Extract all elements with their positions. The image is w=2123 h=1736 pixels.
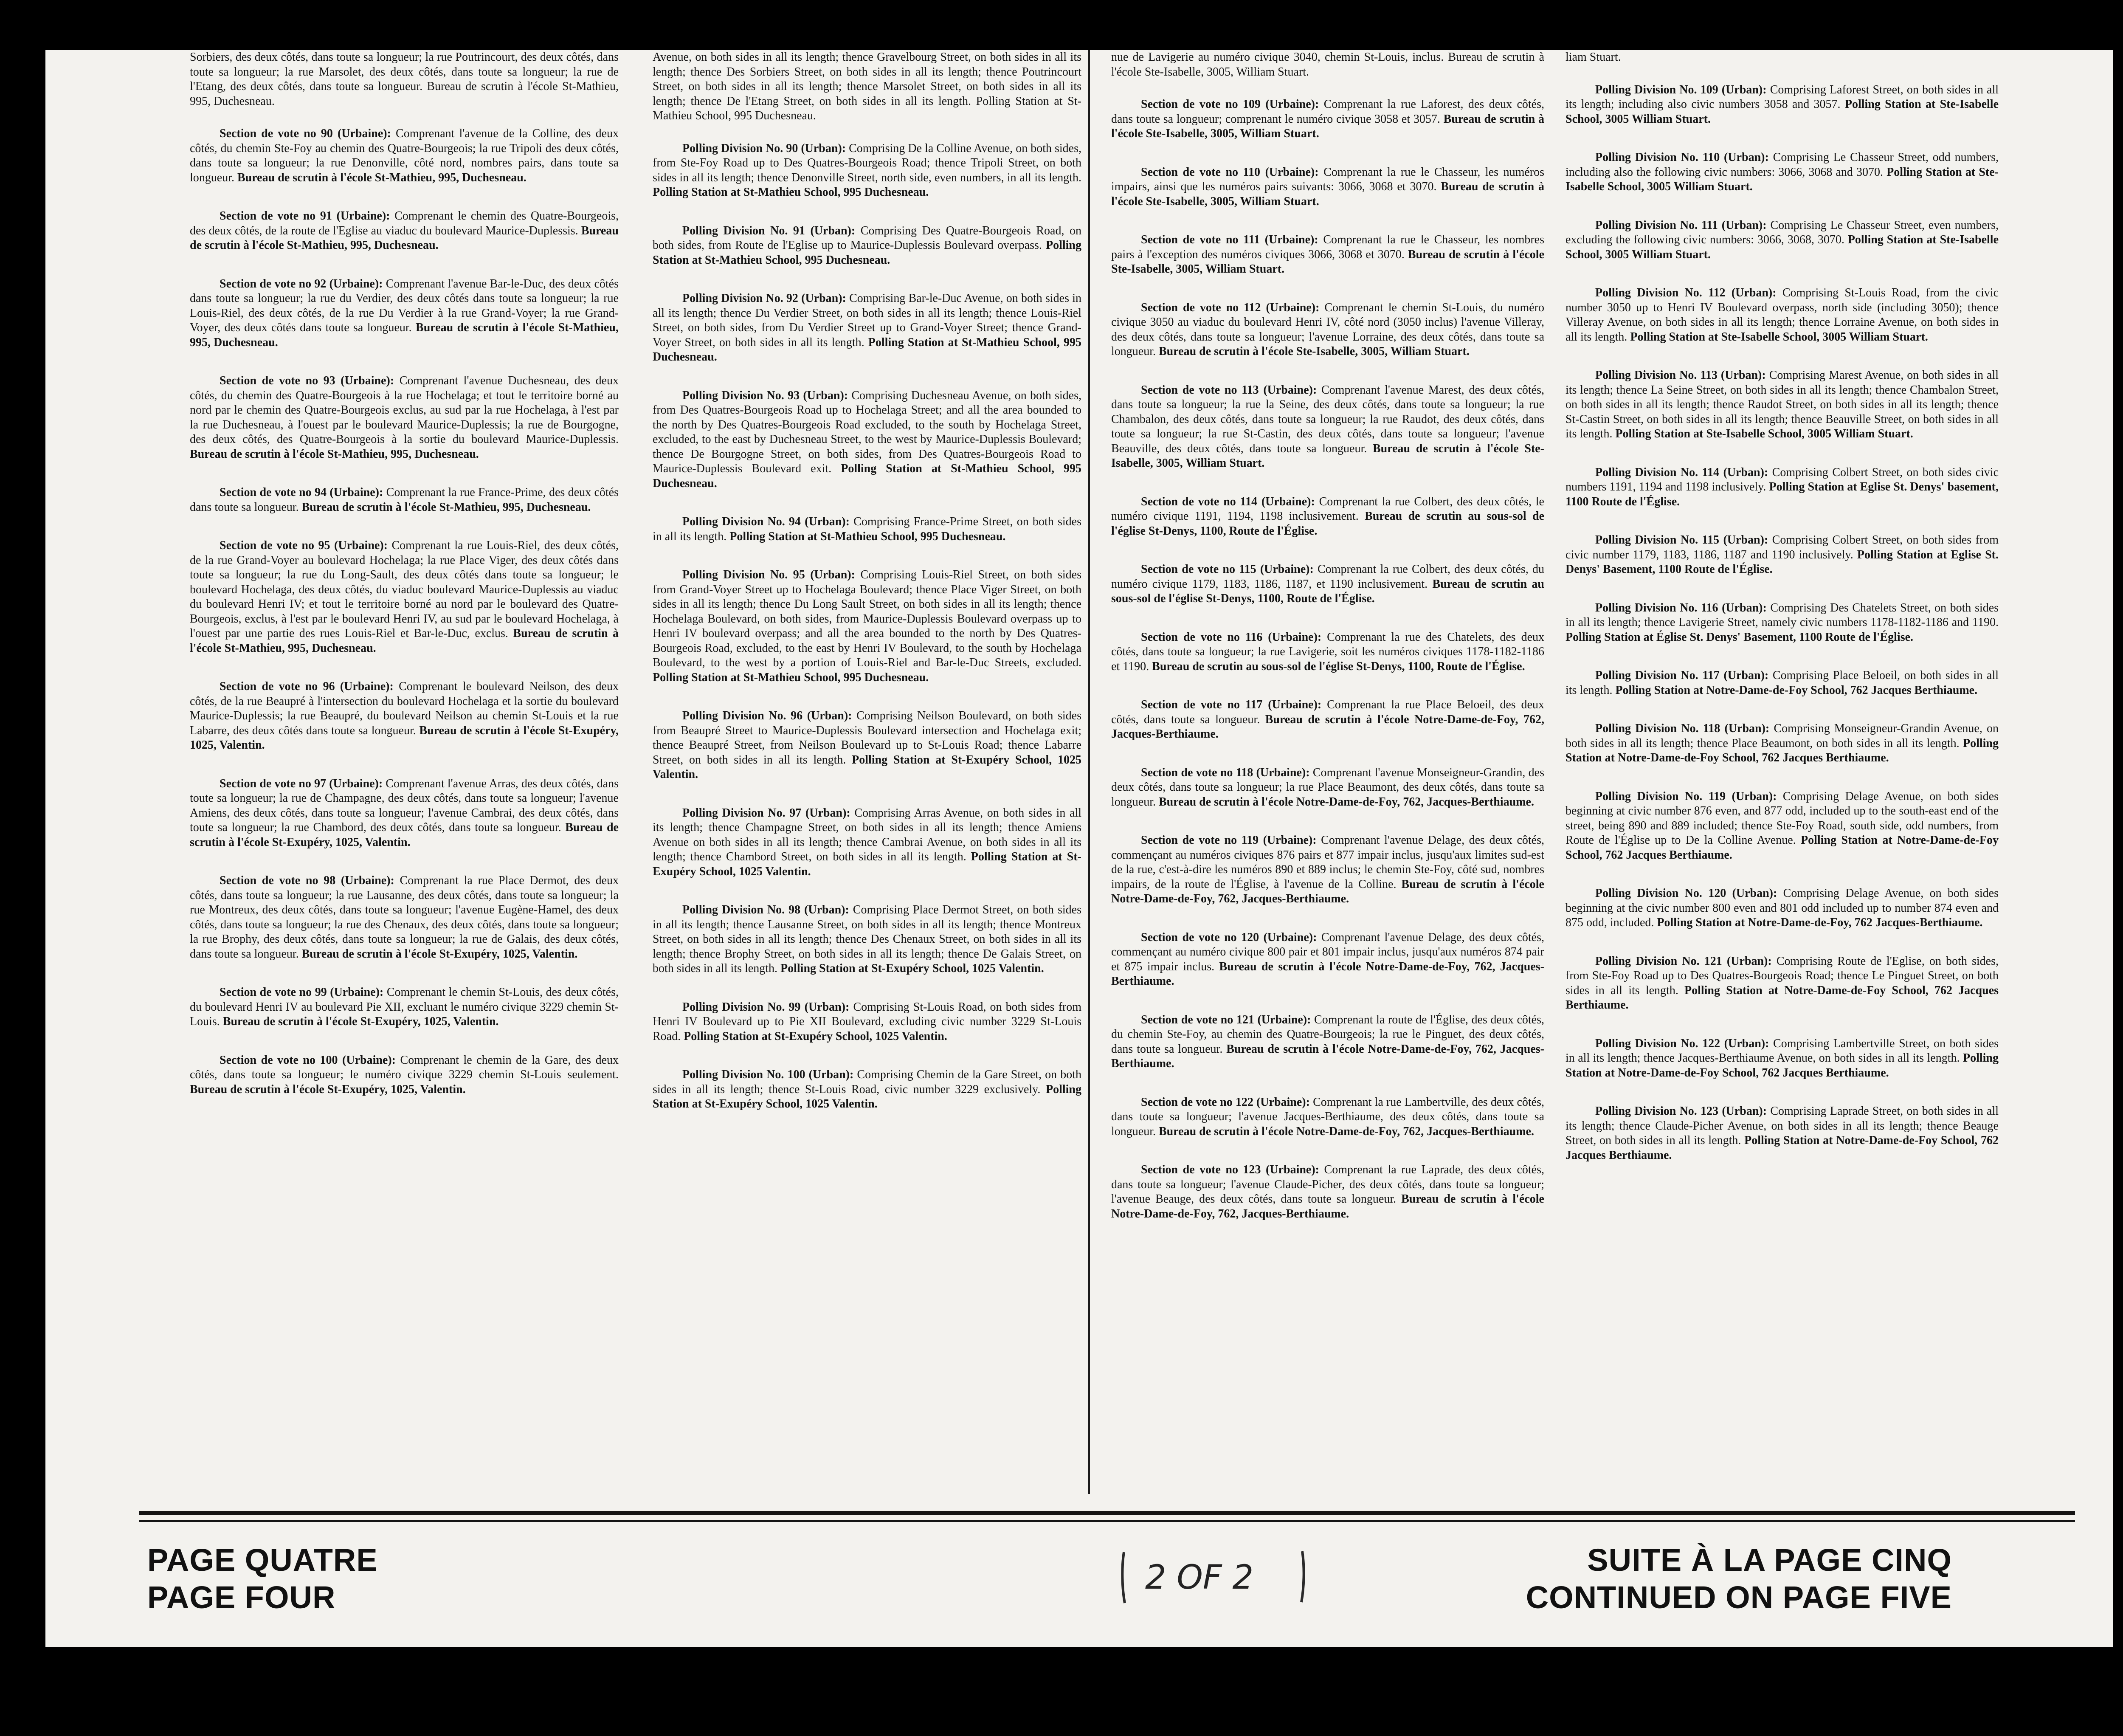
continuation-english: CONTINUED ON PAGE FIVE xyxy=(1526,1580,1952,1615)
division-heading: Polling Division No. 98 (Urban): xyxy=(682,903,849,916)
division-entry xyxy=(1566,465,1999,510)
polling-station: Bureau de scrutin à l'école Ste-Isabelle, 3005, William Stuart. xyxy=(1156,345,1470,358)
division-heading: Polling Division No. 112 (Urban): xyxy=(1595,286,1777,299)
continued-text: nue de Lavigerie au numéro civique 3040, chemin St-Louis, inclus. Bureau de scrutin à l'école Ste-Isabelle, 3005, William Stuart. xyxy=(1111,51,1544,79)
division-description: Comprising Colbert Street, on both sides from civic number 1179, 1183, 1186, 1187 and 1190 inclusively. xyxy=(1566,533,1999,561)
division-description: Comprising Des Chatelets Street, on both sides in all its length; thence Lavigerie Street, namely civic numbers 1178-1182-1186 and 1190. xyxy=(1566,601,1999,629)
division-heading: Section de vote no 95 (Urbaine): xyxy=(220,539,388,552)
continuation-french: SUITE À LA PAGE CINQ xyxy=(1587,1542,1952,1578)
division-description: Comprenant la route de l'Église, des deux côtés, du chemin Ste-Foy, au chemin des Quatre-Bourgeois; la rue le Pinguet, des deux côtés, dans toute sa longueur. xyxy=(1111,1013,1544,1056)
division-description: Comprenant la rue le Chasseur, les numéros impairs, ainsi que les numéros pairs suivants: 3066, 3068 et 3070. xyxy=(1111,165,1544,193)
division-entry xyxy=(653,709,1081,782)
division-heading: Section de vote no 115 (Urbaine): xyxy=(1141,563,1314,576)
division-entry xyxy=(1566,286,1999,344)
division-description: Comprenant l'avenue Monseigneur-Grandin, des deux côtés, dans toute sa longueur; la rue Place Beaumont, des deux côtés, dans toute sa longueur. xyxy=(1111,766,1544,809)
division-entry xyxy=(653,515,1081,544)
division-heading: Section de vote no 116 (Urbaine): xyxy=(1141,630,1322,644)
continued-text: Avenue, on both sides in all its length; thence Gravelbourg Street, on both sides in all its length; thence Des Sorbiers Street, on both sides in all its length; thence Poutrincourt Street, on both sides in all its length; thence Marsolet Street, on both sides in all its length; thence De l'Etang Street, on both sides in all its length. Polling Station at St-Mathieu School, 995 Duchesneau. xyxy=(653,51,1081,122)
polling-station: Polling Station at Eglise St. Denys' basement, 1100 Route de l'Église. xyxy=(1566,480,1999,508)
division-heading: Section de vote no 111 (Urbaine): xyxy=(1141,233,1318,246)
division-description: Comprenant l'avenue de la Colline, des deux côtés, du chemin Ste-Foy au chemin des Quatre-Bourgeois; la rue Tripoli des deux côtés, dans toute sa longueur; la rue Denonville, côté nord, nombres pairs, dans toute sa longueur. xyxy=(190,127,619,184)
division-description: Comprenant la rue Louis-Riel, des deux côtés, de la rue Grand-Voyer au boulevard Hochelaga; la rue Place Viger, des deux côtés dans toute sa longueur; la rue du Long-Sault, des deux côtés dans toute sa longueur; le boulevard Hochelaga, des deux côtés, du viaduc boulevard Maurice-Duplessis au viaduc du boulevard Henri IV; et tout le territoire borné au nord par le boulevard des Quatre-Bourgeois, exclus, à l'est par le boulevard Henri IV, au sud par le boulevard Hochelaga, à l'ouest par une partie des rues Louis-Riel et Bar-le-Duc, exclus. xyxy=(190,539,619,640)
division-description: Comprising Colbert Street, on both sides civic numbers 1191, 1194 and 1198 inclusively. xyxy=(1566,465,1999,493)
division-entry xyxy=(190,485,619,515)
polling-station: Polling Station at St-Mathieu School, 995 Duchesneau. xyxy=(653,335,1081,364)
division-entry xyxy=(1111,833,1544,907)
division-entry xyxy=(1111,930,1544,989)
division-description: Comprenant la rue Place Beloeil, des deux côtés, dans toute sa longueur. xyxy=(1111,698,1544,726)
division-heading: Section de vote no 97 (Urbaine): xyxy=(220,777,383,790)
division-heading: Polling Division No. 121 (Urban): xyxy=(1595,954,1772,968)
division-heading: Polling Division No. 95 (Urban): xyxy=(682,568,855,581)
column-english-right xyxy=(1566,50,1999,1494)
division-entry xyxy=(1111,562,1544,606)
polling-station: Bureau de scrutin au sous-sol de l'église St-Denys, 1100, Route de l'Église. xyxy=(1111,510,1544,538)
polling-station: Bureau de scrutin à l'école Notre-Dame-de-Foy, 762, Jacques-Berthiaume. xyxy=(1111,960,1544,988)
polling-station: Bureau de scrutin à l'école Ste-Isabelle, 3005, William Stuart. xyxy=(1111,442,1544,470)
division-description: Comprenant la rue des Chatelets, des deux côtés, dans toute sa longueur; la rue Lavigerie, soit les numéros civiques 1178-1182-1186 et 1190. xyxy=(1111,630,1544,673)
division-entry xyxy=(1566,368,1999,442)
polling-station: Bureau de scrutin à l'école Notre-Dame-de-Foy, 762, Jacques-Berthiaume. xyxy=(1156,795,1534,809)
polling-station: Bureau de scrutin à l'école St-Mathieu, 995, Duchesneau. xyxy=(234,171,527,184)
division-heading: Polling Division No. 99 (Urban): xyxy=(682,1000,850,1014)
division-heading: Polling Division No. 113 (Urban): xyxy=(1595,369,1766,382)
polling-station: Polling Station at Ste-Isabelle School, 3005 William Stuart. xyxy=(1612,427,1913,440)
division-description: Comprenant la rue Laprade, des deux côtés, dans toute sa longueur; l'avenue Claude-Picher, des deux côtés, dans toute sa longueur; l'avenue Beauge, des deux côtés, dans toute sa longueur. xyxy=(1111,1163,1544,1206)
footer-rule-thin xyxy=(139,1520,2075,1522)
division-heading: Section de vote no 93 (Urbaine): xyxy=(220,374,394,387)
handwritten-note xyxy=(1115,1547,1315,1606)
division-description: Comprising De la Colline Avenue, on both sides, from Ste-Foy Road up to Des Quatres-Bourgeois Road; thence Tripoli Street, on both sides in all its length; thence Denonville Street, north side, even numbers, in all its length. xyxy=(653,141,1081,184)
division-heading: Polling Division No. 110 (Urban): xyxy=(1595,151,1769,164)
division-entry xyxy=(1566,218,1999,262)
division-entry xyxy=(1566,1037,1999,1081)
division-entry xyxy=(190,679,619,753)
division-heading: Section de vote no 109 (Urbaine): xyxy=(1141,98,1319,111)
division-description: Comprenant le chemin de la Gare, des deux côtés, dans toute sa longueur; le numéro civique 3229 chemin St-Louis seulement. xyxy=(190,1053,619,1081)
division-heading: Polling Division No. 90 (Urban): xyxy=(682,141,846,155)
division-entry xyxy=(190,538,619,656)
division-description: Comprising France-Prime Street, on both sides in all its length. xyxy=(653,515,1081,543)
polling-station: Bureau de scrutin à l'école Notre-Dame-de-Foy, 762, Jacques-Berthiaume. xyxy=(1156,1124,1534,1138)
column-english-left xyxy=(653,50,1081,1494)
division-description: Comprenant le chemin des Quatre-Bourgeois, des deux côtés, de la route de l'Eglise au viaduc du boulevard Maurice-Duplessis. xyxy=(190,209,619,237)
division-description: Comprising Place Beloeil, on both sides in all its length. xyxy=(1566,669,1999,697)
division-entry xyxy=(1566,150,1999,194)
division-heading: Section de vote no 98 (Urbaine): xyxy=(220,874,394,887)
division-entry xyxy=(653,568,1081,685)
division-entry xyxy=(1111,495,1544,539)
polling-station: Bureau de scrutin à l'école St-Mathieu, 995, Duchesneau. xyxy=(298,500,591,514)
division-heading: Polling Division No. 118 (Urban): xyxy=(1595,722,1770,735)
polling-station: Polling Station at St-Mathieu School, 995 Duchesneau. xyxy=(653,239,1081,267)
division-entry xyxy=(190,374,619,462)
division-entry xyxy=(1566,886,1999,930)
division-heading: Polling Division No. 100 (Urban): xyxy=(682,1068,854,1081)
page-label-english: PAGE FOUR xyxy=(147,1580,336,1615)
polling-station: Bureau de scrutin au sous-sol de l'église St-Denys, 1100, Route de l'Église. xyxy=(1111,577,1544,605)
division-heading: Polling Division No. 117 (Urban): xyxy=(1595,669,1769,682)
division-entry xyxy=(653,224,1081,268)
division-entry xyxy=(1111,301,1544,359)
polling-station: Bureau de scrutin à l'école Notre-Dame-de-Foy, 762, Jacques-Berthiaume. xyxy=(1111,713,1544,741)
division-heading: Section de vote no 120 (Urbaine): xyxy=(1141,930,1317,944)
polling-station: Polling Station at St-Mathieu School, 995 Duchesneau. xyxy=(726,530,1006,543)
division-entry xyxy=(190,985,619,1029)
division-entry xyxy=(653,1000,1081,1044)
division-entry xyxy=(190,277,619,350)
division-description: Comprising Bar-le-Duc Avenue, on both sides in all its length; thence Du Verdier Street, on both sides in all its length; thence Louis-Riel Street, on both sides, from Du Verdier Street up to Grand-Voyer Street; thence Grand-Voyer Street, on both sides in all its length. xyxy=(653,292,1081,349)
division-description: Comprenant la rue Lambertville, des deux côtés, dans toute sa longueur; l'avenue Jacques-Berthiaume, des deux côtés, dans toute sa longueur. xyxy=(1111,1095,1544,1138)
division-entry xyxy=(1566,668,1999,698)
division-description: Comprenant le boulevard Neilson, des deux côtés, de la rue Beaupré à l'intersection du boulevard Hochelaga et la sortie du boulevard Maurice-Duplessis; la rue Beaupré, du boulevard Neilson au chemin St-Louis et la rue Labarre, des deux côtés dans toute sa longueur. xyxy=(190,680,619,737)
division-entry xyxy=(1111,1013,1544,1071)
polling-station: Polling Station at St-Exupéry School, 1025 Valentin. xyxy=(653,1082,1081,1110)
division-heading: Section de vote no 92 (Urbaine): xyxy=(220,277,383,290)
division-entry xyxy=(653,806,1081,879)
polling-station: Bureau de scrutin à l'école Notre-Dame-de-Foy, 762, Jacques-Berthiaume. xyxy=(1111,1192,1544,1220)
division-description: Comprenant l'avenue Bar-le-Duc, des deux côtés dans toute sa longueur; la rue du Verdier, des deux côtés dans toute sa longueur; la rue Louis-Riel, des deux côtés, de la rue Du Verdier à la rue Grand-Voyer; la rue Grand-Voyer, des deux côtés dans toute sa longueur. xyxy=(190,277,619,334)
division-heading: Section de vote no 90 (Urbaine): xyxy=(220,127,391,140)
division-description: Comprising Le Chasseur Street, even numbers, excluding the following civic numbers: 3066, 3068, 3070. xyxy=(1566,218,1999,246)
division-heading: Section de vote no 123 (Urbaine): xyxy=(1141,1163,1319,1176)
division-description: Comprising St-Louis Road, on both sides from Henri IV Boulevard up to Pie XII Boulevard, excluding civic number 3229 St-Louis Road. xyxy=(653,1000,1081,1043)
polling-station: Bureau de scrutin à l'école St-Mathieu, 995, Duchesneau. xyxy=(190,321,619,349)
division-description: Comprising Le Chasseur Street, odd numbers, including also the following civic numbers: 3066, 3068 and 3070. xyxy=(1566,151,1999,179)
division-heading: Section de vote no 100 (Urbaine): xyxy=(220,1053,396,1067)
division-heading: Section de vote no 110 (Urbaine): xyxy=(1141,165,1319,179)
polling-station: Polling Station at Notre-Dame-de-Foy School, 762 Jacques Berthiaume. xyxy=(1566,834,1999,862)
polling-station: Polling Station at St-Mathieu School, 995 Duchesneau. xyxy=(653,671,929,684)
division-description: Comprenant l'avenue Arras, des deux côtés, dans toute sa longueur; la rue de Champagne, des deux côtés, dans toute sa longueur; l'avenue Amiens, des deux côtés, dans toute sa longueur; l'avenue Cambrai, des deux côtés, dans toute sa longueur; la rue Chambord, des deux côtés, dans toute sa longueur. xyxy=(190,777,619,834)
division-description: Comprising Des Quatre-Bourgeois Road, on both sides, from Route de l'Eglise up to Maurice-Duplessis Boulevard overpass. xyxy=(653,224,1081,252)
division-entry xyxy=(653,903,1081,976)
division-heading: Polling Division No. 114 (Urban): xyxy=(1595,465,1768,479)
division-entry xyxy=(1566,533,1999,577)
polling-station: Bureau de scrutin à l'école St-Exupéry, 1025, Valentin. xyxy=(190,724,619,752)
division-heading: Polling Division No. 93 (Urban): xyxy=(682,389,848,402)
polling-station: Bureau de scrutin à l'école Ste-Isabelle, 3005, William Stuart. xyxy=(1111,112,1544,140)
polling-station: Polling Station at Église St. Denys' Basement, 1100 Route de l'Église. xyxy=(1566,630,1914,644)
division-heading: Polling Division No. 123 (Urban): xyxy=(1595,1105,1767,1118)
division-description: Comprising Route de l'Eglise, on both sides, from Ste-Foy Road up to Des Quatres-Bourgeois Road; thence Le Pinguet Street, on both sides in all its length. xyxy=(1566,954,1999,997)
division-description: Comprising Marest Avenue, on both sides in all its length; thence La Seine Street, on both sides in all its length; thence Chambalon Street, on both sides in all its length; thence Raudot Street, on both sides in all its length; thence St-Castin Street, on both sides in all its length; thence Beauville Street, on both sides in all its length. xyxy=(1566,369,1999,440)
division-heading: Section de vote no 114 (Urbaine): xyxy=(1141,495,1315,508)
division-heading: Polling Division No. 116 (Urban): xyxy=(1595,601,1767,614)
division-heading: Polling Division No. 96 (Urban): xyxy=(682,709,852,722)
division-description: Comprenant l'avenue Delage, des deux côtés, commençant au numéro civique 800 pair et 801 impair inclus, jusqu'aux numéros 874 pair et 875 impair inclus. xyxy=(1111,930,1544,973)
division-heading: Section de vote no 113 (Urbaine): xyxy=(1141,383,1317,397)
division-description: Comprising Delage Avenue, on both sides beginning at civic number 876 even, and 877 odd, included up to the south-east end of the street, being 890 and 889 included; thence Ste-Foy Road, south side, odd numbers, from Route de l'Église up to De la Colline Avenue. xyxy=(1566,789,1999,847)
polling-station: Polling Station at Ste-Isabelle School, 3005 William Stuart. xyxy=(1627,330,1928,344)
polling-station: Polling Station at Ste-Isabelle School, 3005 William Stuart. xyxy=(1566,165,1999,193)
polling-station: Bureau de scrutin à l'école St-Mathieu, 995, Duchesneau. xyxy=(190,627,619,655)
division-description: Comprenant l'avenue Delage, des deux côtés, commençant au numéros civiques 876 pairs et 877 impair inclus, jusqu'aux limites sud-est de la rue, c'est-à-dire les numéros 890 et 889 inclus; le chemin Ste-Foy, côté sud, nombres impairs, de la route de l'Église, à l'avenue de la Colline. xyxy=(1111,834,1544,891)
division-entry xyxy=(1566,721,1999,766)
division-heading: Section de vote no 99 (Urbaine): xyxy=(220,986,384,999)
division-entry xyxy=(1566,1104,1999,1163)
division-entry xyxy=(1111,698,1544,742)
division-entry xyxy=(190,127,619,185)
continued-text: Sorbiers, des deux côtés, dans toute sa longueur; la rue Poutrincourt, des deux côtés, dans toute sa longueur; la rue Marsolet, des deux côtés, dans toute sa longueur; la rue de l'Etang, des deux côtés, dans toute sa longueur. Bureau de scrutin à l'école St-Mathieu, 995, Duchesneau. xyxy=(190,51,619,108)
division-heading: Section de vote no 118 (Urbaine): xyxy=(1141,766,1310,779)
polling-station: Polling Station at St-Exupéry School, 1025 Valentin. xyxy=(653,850,1081,878)
polling-station: Polling Station at Notre-Dame-de-Foy School, 762 Jacques Berthiaume. xyxy=(1566,984,1999,1012)
division-description: Comprenant la rue Colbert, des deux côtés, le numéro civique 1191, 1194, 1198 inclusivement. xyxy=(1111,495,1544,523)
division-entry xyxy=(1111,97,1544,141)
division-entry xyxy=(190,777,619,850)
division-entry xyxy=(1566,83,1999,127)
handwritten-note-text: 2 OF 2 xyxy=(1145,1558,1254,1597)
polling-station: Polling Station at Ste-Isabelle School, 3005 William Stuart. xyxy=(1566,98,1999,126)
division-description: Comprising Lambertville Street, on both sides in all its length; thence Jacques-Berthiaume Avenue, on both sides in all its length. xyxy=(1566,1037,1999,1065)
division-description: Comprising Arras Avenue, on both sides in all its length; thence Champagne Street, on both sides in all its length; thence Amiens Avenue on both sides in all its length; thence Cambrai Avenue, on both sides in all its length; thence Chambord Street, on both sides in all its length. xyxy=(653,806,1081,863)
polling-station: Bureau de scrutin à l'école St-Exupéry, 1025, Valentin. xyxy=(220,1015,499,1028)
division-description: Comprising Place Dermot Street, on both sides in all its length; thence Lausanne Street, on both sides in all its length; thence Montreux Street, on both sides in all its length; thence Des Chenaux Street, on both sides in all its length; thence Brophy Street, on both sides in all its length; thence De Galais Street, on both sides in all its length. xyxy=(653,903,1081,975)
division-entry xyxy=(1111,1163,1544,1221)
division-entry xyxy=(190,1053,619,1097)
polling-station: Polling Station at St-Exupéry School, 1025 Valentin. xyxy=(777,962,1044,975)
division-description: Comprenant la rue Colbert, des deux côtés, du numéro civique 1179, 1183, 1186, 1187, et 1190 inclusivement. xyxy=(1111,563,1544,591)
polling-station: Polling Station at St-Mathieu School, 995 Duchesneau. xyxy=(653,462,1081,490)
newspaper-page xyxy=(45,50,2113,1647)
division-description: Comprising Laprade Street, on both sides in all its length; thence Claude-Picher Avenue, on both sides in all its length; thence Beauge Street, on both sides in all its length. xyxy=(1566,1105,1999,1147)
division-description: Comprenant l'avenue Duchesneau, des deux côtés, du chemin des Quatre-Bourgeois à la rue Hochelaga; et tout le territoire borné au nord par le chemin des Quatre-Bourgeois exclus, au sud par la rue Hochelaga, à l'est par la rue Duchesneau, à l'ouest par le boulevard Maurice-Duplessis; la rue de Bourgogne, des deux côtés, des Quatre-Bourgeois à la sortie du boulevard Maurice-Duplessis. xyxy=(190,374,619,446)
division-entry xyxy=(653,389,1081,491)
polling-station: Polling Station at Notre-Dame-de-Foy School, 762 Jacques Berthiaume. xyxy=(1566,1134,1999,1162)
polling-station: Bureau de scrutin au sous-sol de l'église St-Denys, 1100, Route de l'Église. xyxy=(1149,659,1525,673)
division-heading: Polling Division No. 120 (Urban): xyxy=(1595,887,1777,900)
continuation-label xyxy=(1526,1542,1952,1616)
division-entry xyxy=(1111,233,1544,277)
division-description: Comprising Laforest Street, on both sides in all its length; including also civic numbers 3058 and 3057. xyxy=(1566,83,1999,111)
division-description: Comprenant la rue le Chasseur, les nombres pairs à l'exception des numéros civiques 3066, 3068 et 3070. xyxy=(1111,233,1544,261)
division-entry xyxy=(190,209,619,253)
division-entry xyxy=(1111,766,1544,810)
polling-station: Bureau de scrutin à l'école Ste-Isabelle, 3005, William Stuart. xyxy=(1111,248,1544,276)
polling-station: Polling Station at Ste-Isabelle School, 3005 William Stuart. xyxy=(1566,233,1999,261)
division-entry xyxy=(1111,1095,1544,1139)
division-description: Comprenant le chemin St-Louis, des deux côtés, du boulevard Henri IV au boulevard Pie XII, excluant le numéro civique 3229 chemin St-Louis. xyxy=(190,986,619,1028)
division-heading: Polling Division No. 111 (Urban): xyxy=(1595,218,1767,232)
continued-text: liam Stuart. xyxy=(1566,51,1621,64)
division-heading: Polling Division No. 94 (Urban): xyxy=(682,515,850,528)
notice-columns xyxy=(45,50,2113,1494)
division-description: Comprising St-Louis Road, from the civic number 3050 up to Henri IV Boulevard overpass, north side (including 3050); thence Villeray Avenue, on both sides in all its length; thence Lorraine Avenue, on both sides in all its length. xyxy=(1566,286,1999,344)
polling-station: Bureau de scrutin à l'école St-Mathieu, 995, Duchesneau. xyxy=(190,224,619,252)
division-description: Comprising Delage Avenue, on both sides beginning at the civic number 800 even and 801 odd included up to number 874 even and 875 odd, included. xyxy=(1566,887,1999,929)
footer-rule-thick xyxy=(139,1511,2075,1515)
division-heading: Section de vote no 117 (Urbaine): xyxy=(1141,698,1322,711)
polling-station: Polling Station at Notre-Dame-de-Foy School, 762 Jacques Berthiaume. xyxy=(1612,683,1978,697)
polling-station: Bureau de scrutin à l'école St-Mathieu, 995, Duchesneau. xyxy=(190,447,479,461)
polling-station: Polling Station at St-Exupéry School, 1025 Valentin. xyxy=(681,1029,947,1043)
division-heading: Polling Division No. 91 (Urban): xyxy=(682,224,856,237)
division-entry xyxy=(653,291,1081,365)
polling-station: Polling Station at Notre-Dame-de-Foy School, 762 Jacques Berthiaume. xyxy=(1566,736,1999,764)
division-description: Comprising Duchesneau Avenue, on both sides, from Des Quatres-Bourgeois Road up to Hochelaga Street; and all the area bounded to the north by Des Quatres-Bourgeois Road excluded, to the south by Hochelaga Street, excluded, to the east by Duchesneau Street, to the west by Maurice-Duplessis Boulevard; thence De Bourgogne Street, on both sides, from Des Quatres-Bourgeois Road to Maurice-Duplessis Boulevard exit. xyxy=(653,389,1081,475)
column-divider xyxy=(1088,50,1090,1494)
polling-station: Polling Station at St-Mathieu School, 995 Duchesneau. xyxy=(653,186,929,199)
polling-station: Bureau de scrutin à l'école Notre-Dame-de-Foy, 762, Jacques-Berthiaume. xyxy=(1111,1042,1544,1070)
division-description: Comprenant la rue Laforest, des deux côtés, dans toute sa longueur; comprenant le numéro civique 3058 et 3057. xyxy=(1111,98,1544,126)
division-heading: Section de vote no 91 (Urbaine): xyxy=(220,209,390,223)
polling-station: Polling Station at St-Exupéry School, 1025 Valentin. xyxy=(653,753,1081,781)
division-heading: Polling Division No. 92 (Urban): xyxy=(682,292,846,305)
division-entry xyxy=(1566,601,1999,645)
division-heading: Polling Division No. 109 (Urban): xyxy=(1595,83,1767,96)
page-label-french: PAGE QUATRE xyxy=(147,1542,378,1578)
division-entry xyxy=(1111,383,1544,471)
division-description: Comprising Chemin de la Gare Street, on both sides in all its length; thence St-Louis Road, civic number 3229 exclusively. xyxy=(653,1068,1081,1096)
division-heading: Polling Division No. 119 (Urban): xyxy=(1595,789,1777,803)
column-french-right xyxy=(1111,50,1544,1494)
division-heading: Polling Division No. 122 (Urban): xyxy=(1595,1037,1769,1050)
division-entry xyxy=(653,141,1081,200)
polling-station: Bureau de scrutin à l'école St-Exupéry, 1025, Valentin. xyxy=(298,947,578,961)
division-description: Comprenant le chemin St-Louis, du numéro civique 3050 au viaduc du boulevard Henri IV, côté nord (3050 inclus) l'avenue Villeray, des deux côtés, dans toute sa longueur; l'avenue Lorraine, des deux côtés, dans toute sa longueur. xyxy=(1111,301,1544,358)
division-description: Comprising Monseigneur-Grandin Avenue, on both sides in all its length; thence Place Beaumont, on both sides in all its length. xyxy=(1566,722,1999,750)
division-entry xyxy=(1111,165,1544,209)
division-heading: Section de vote no 112 (Urbaine): xyxy=(1141,301,1320,314)
polling-station: Bureau de scrutin à l'école Ste-Isabelle, 3005, William Stuart. xyxy=(1111,180,1544,208)
division-entry xyxy=(1111,630,1544,674)
division-heading: Section de vote no 121 (Urbaine): xyxy=(1141,1013,1311,1026)
division-description: Comprenant la rue Place Dermot, des deux côtés, dans toute sa longueur; la rue Lausanne, des deux côtés, dans toute sa longueur; la rue Montreux, des deux côtés, dans toute sa longueur; l'avenue Eugène-Hamel, des deux côtés, dans toute sa longueur; la rue des Chenaux, des deux côtés, dans toute sa longueur; la rue Brophy, des deux côtés, dans toute sa longueur; la rue de Galais, des deux côtés, dans toute sa longueur. xyxy=(190,874,619,961)
division-heading: Section de vote no 119 (Urbaine): xyxy=(1141,834,1317,847)
polling-station: Bureau de scrutin à l'école St-Exupéry, 1025, Valentin. xyxy=(190,821,619,849)
page-number-label xyxy=(147,1542,378,1616)
division-heading: Polling Division No. 115 (Urban): xyxy=(1595,533,1768,547)
polling-station: Polling Station at Notre-Dame-de-Foy, 762 Jacques-Berthiaume. xyxy=(1654,916,1983,929)
division-description: Comprising Louis-Riel Street, on both sides from Grand-Voyer Street up to Hochelaga Boulevard; thence Place Viger Street, on both sides in all its length; thence Du Long Sault Street, on both sides in all its length; thence Hochelaga Boulevard, on both sides, from Maurice-Duplessis Boulevard overpass up to Henri IV boulevard overpass; and all the area bounded to the north by Des Quatres-Bourgeois Road, excluded, to the east by Henri IV Boulevard, to the south by Hochelaga Boulevard, to the west by a portion of Louis-Riel and Bar-le-Duc Streets, excluded. xyxy=(653,568,1081,669)
division-entry xyxy=(190,874,619,961)
polling-station: Polling Station at Eglise St. Denys' Basement, 1100 Route de l'Église. xyxy=(1566,548,1999,576)
division-description: Comprising Neilson Boulevard, on both sides from Beaupré Street to Maurice-Duplessis Boulevard intersection and Hochelaga exit; thence Beaupré Street, from Neilson Boulevard up to St-Louis Road; thence Labarre Street, on both sides in all its length. xyxy=(653,709,1081,767)
division-entry xyxy=(1566,954,1999,1013)
division-heading: Section de vote no 94 (Urbaine): xyxy=(220,486,383,499)
polling-station: Polling Station at Notre-Dame-de-Foy School, 762 Jacques Berthiaume. xyxy=(1566,1051,1999,1079)
division-heading: Section de vote no 96 (Urbaine): xyxy=(220,680,394,693)
division-heading: Section de vote no 122 (Urbaine): xyxy=(1141,1095,1310,1109)
column-french-left xyxy=(190,50,619,1494)
polling-station: Bureau de scrutin à l'école Notre-Dame-de-Foy, 762, Jacques-Berthiaume. xyxy=(1111,877,1544,905)
polling-station: Bureau de scrutin à l'école St-Exupéry, 1025, Valentin. xyxy=(190,1082,466,1096)
division-entry xyxy=(653,1068,1081,1112)
division-entry xyxy=(1566,789,1999,863)
division-description: Comprenant la rue France-Prime, des deux côtés dans toute sa longueur. xyxy=(190,486,619,514)
division-description: Comprenant l'avenue Marest, des deux côtés, dans toute sa longueur; la rue la Seine, des deux côtés, dans toute sa longueur; la rue Chambalon, des deux côtés, dans toute sa longueur; la rue Raudot, des deux côtés, dans toute sa longueur; la rue St-Castin, des deux côtés, dans toute sa longueur; l'avenue Beauville, des deux côtés, dans toute sa longueur. xyxy=(1111,383,1544,455)
division-heading: Polling Division No. 97 (Urban): xyxy=(682,806,850,820)
